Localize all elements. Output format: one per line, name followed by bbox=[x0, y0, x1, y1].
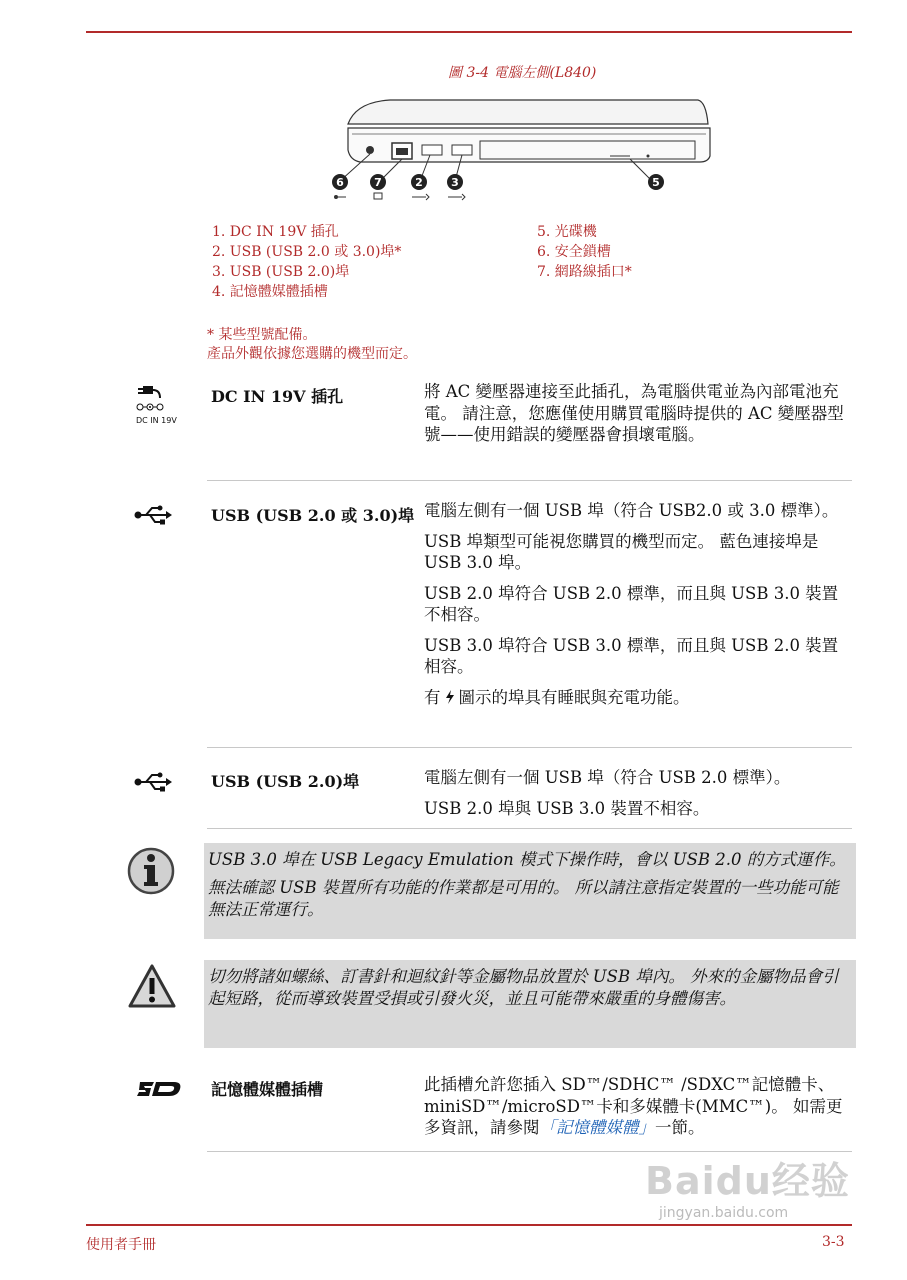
dc-in-icon bbox=[120, 384, 190, 425]
callout-paragraph: USB 3.0 埠在 USB Legacy Emulation 模式下操作時，會以 USB 2.0 的方式運作。 bbox=[208, 850, 846, 869]
desc-memory-media-slot bbox=[424, 1074, 852, 1148]
legend-item: 5. 光碟機 bbox=[537, 224, 597, 240]
note-line: 產品外觀依據您選購的機型而定。 bbox=[207, 346, 417, 362]
lightning-icon bbox=[443, 689, 457, 705]
warning-callout bbox=[204, 960, 856, 1048]
legend-item: 3. USB (USB 2.0)埠 bbox=[212, 264, 350, 280]
paragraph: 電腦左側有一個 USB 埠（符合 USB 2.0 標準）。 bbox=[424, 768, 791, 787]
paragraph bbox=[424, 687, 852, 709]
footer-page-number: 3-3 bbox=[822, 1234, 845, 1250]
term-dc-in: DC IN 19V 插孔 bbox=[211, 387, 344, 406]
desc-usb-2 bbox=[424, 767, 852, 828]
desc-dc-in bbox=[424, 381, 852, 455]
legend-left bbox=[212, 222, 401, 302]
callout-3: 3 bbox=[451, 176, 459, 189]
text-fragment: 有 bbox=[424, 687, 441, 707]
legend-item: 2. USB (USB 2.0 或 3.0)埠* bbox=[212, 244, 402, 260]
paragraph bbox=[424, 1074, 852, 1139]
info-callout bbox=[204, 843, 856, 939]
term-memory-media-slot: 記憶體媒體插槽 bbox=[211, 1080, 324, 1099]
text-fragment: 此插槽允許您插入 SD™/SDHC™ /SDXC™記憶體卡、miniSD™/microSD™卡和多媒體卡(MMC™)。 如需更多資訊，請參閱 bbox=[424, 1075, 843, 1137]
callout-6: 6 bbox=[336, 176, 344, 189]
paragraph: USB 埠類型可能視您購買的機型而定。 藍色連接埠是 USB 3.0 埠。 bbox=[424, 531, 819, 572]
text-fragment: 圖示的埠具有睡眠與充電功能。 bbox=[458, 687, 690, 707]
sd-card-icon bbox=[136, 1078, 184, 1100]
footer-rule bbox=[86, 1224, 852, 1226]
term-usb-2-3: USB (USB 2.0 或 3.0)埠 bbox=[211, 506, 415, 525]
legend-item: 1. DC IN 19V 插孔 bbox=[212, 224, 339, 240]
callout-paragraph: 無法確認 USB 裝置所有功能的作業都是可用的。 所以請注意指定裝置的一些功能可能無法正常運行。 bbox=[208, 878, 839, 919]
memory-media-link[interactable]: 「記憶體媒體」 bbox=[539, 1118, 655, 1137]
paragraph: USB 2.0 埠與 USB 3.0 裝置不相容。 bbox=[424, 798, 710, 818]
warning-icon bbox=[126, 962, 178, 1010]
callout-2: 2 bbox=[415, 176, 423, 189]
callout-7: 7 bbox=[374, 176, 382, 189]
figure-caption: 圖 3-4 電腦左側(L840) bbox=[448, 65, 597, 81]
header-rule bbox=[86, 31, 852, 33]
paragraph: USB 3.0 埠符合 USB 3.0 標準，而且與 USB 2.0 裝置相容。 bbox=[424, 635, 839, 676]
figure-notes bbox=[207, 326, 417, 364]
legend-item: 6. 安全鎖槽 bbox=[537, 244, 611, 260]
separator bbox=[207, 828, 852, 829]
separator bbox=[207, 480, 852, 481]
desc-usb-2-3 bbox=[424, 500, 852, 717]
legend-item: 7. 網路線插口* bbox=[537, 264, 632, 280]
term-usb-2: USB (USB 2.0)埠 bbox=[211, 772, 360, 791]
watermark-url: jingyan.baidu.com bbox=[659, 1205, 789, 1221]
paragraph: 電腦左側有一個 USB 埠（符合 USB2.0 或 3.0 標準）。 bbox=[424, 501, 839, 520]
info-icon bbox=[126, 846, 176, 896]
paragraph: USB 2.0 埠符合 USB 2.0 標準，而且與 USB 3.0 裝置不相容。 bbox=[424, 583, 839, 624]
footer-manual-title: 使用者手冊 bbox=[86, 1237, 156, 1253]
legend-right bbox=[537, 222, 632, 282]
note-line: * 某些型號配備。 bbox=[207, 327, 317, 343]
watermark-brand: Baidu经验 bbox=[645, 1159, 850, 1203]
dc-in-icon-label: DC IN 19V bbox=[136, 416, 177, 425]
callout-paragraph: 切勿將諸如螺絲、訂書針和迴紋針等金屬物品放置於 USB 埠內。 外來的金屬物品會引起短路，從而導致裝置受損或引發火災，並且可能帶來嚴重的身體傷害。 bbox=[208, 967, 839, 1008]
legend-item: 4. 記憶體媒體插槽 bbox=[212, 284, 328, 300]
baidu-watermark bbox=[645, 1150, 850, 1221]
usb-icon bbox=[134, 771, 174, 793]
laptop-left-side-illustration bbox=[330, 86, 720, 206]
callout-5: 5 bbox=[652, 176, 660, 189]
paragraph: 將 AC 變壓器連接至此插孔，為電腦供電並為內部電池充電。 請注意，您應僅使用購買電腦時提供的 AC 變壓器型號——使用錯誤的變壓器會損壞電腦。 bbox=[424, 382, 844, 444]
usb-icon bbox=[134, 504, 174, 526]
text-fragment: 一節。 bbox=[655, 1118, 705, 1137]
separator bbox=[207, 747, 852, 748]
